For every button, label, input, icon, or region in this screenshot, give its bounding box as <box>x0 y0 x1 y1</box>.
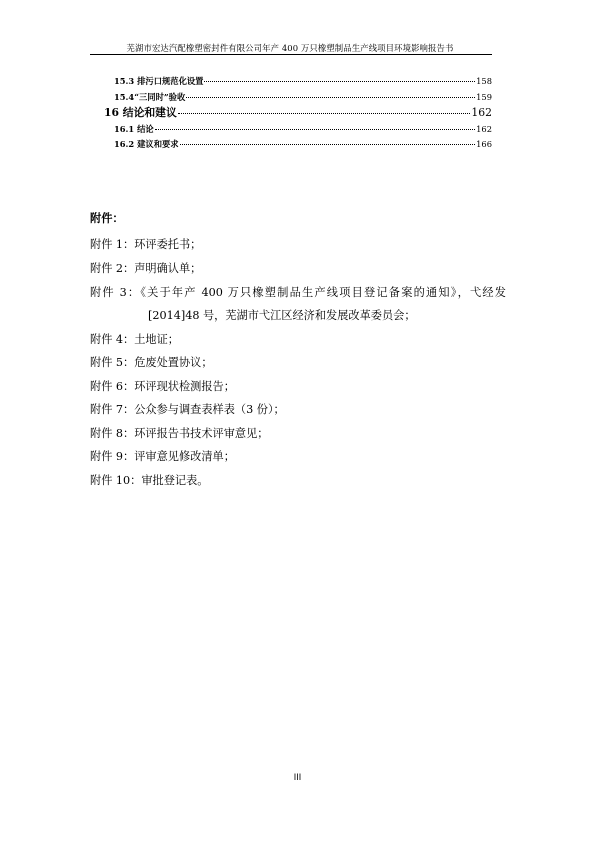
toc-leader-dots <box>155 129 475 130</box>
attachment-item-2: 附件 2：声明确认单； <box>90 262 202 275</box>
toc-entry-15-4[interactable] <box>114 91 492 103</box>
toc-entry-label: 15.3 排污口规范化设置 <box>114 76 204 86</box>
attachment-item-8: 附件 8：环评报告书技术评审意见； <box>90 427 269 440</box>
attachment-item-4: 附件 4：土地证； <box>90 333 179 346</box>
toc-entry-label: 15.4“三同时”验收 <box>114 92 186 102</box>
page-number: III <box>293 772 302 782</box>
toc-entry-page: 162 <box>471 106 492 119</box>
toc-entry-page: 159 <box>476 92 492 102</box>
toc-leader-dots <box>186 97 475 98</box>
attachment-item-3: 附件 3：《关于年产 400 万只橡塑制品生产线项目登记备案的通知》，弋经发 <box>90 286 506 299</box>
attachment-item-6: 附件 6：环评现状检测报告； <box>90 380 235 393</box>
toc-entry-page: 158 <box>476 76 492 86</box>
toc-entry-15-3[interactable] <box>114 75 492 87</box>
toc-entry-label: 16.2 建议和要求 <box>114 139 179 149</box>
toc-entry-16-2[interactable] <box>114 138 492 150</box>
attachment-item-7: 附件 7：公众参与调查表样表（3 份）； <box>90 403 285 416</box>
toc-entry-label: 16 结论和建议 <box>104 106 177 119</box>
toc-leader-dots <box>178 113 471 114</box>
toc-leader-dots <box>204 81 475 82</box>
toc-entry-page: 162 <box>476 124 492 134</box>
toc-leader-dots <box>180 144 476 145</box>
attachment-item-5: 附件 5：危废处置协议； <box>90 356 213 369</box>
header-rule <box>90 54 492 55</box>
attachments-heading: 附件： <box>90 211 124 225</box>
attachment-item-10: 附件 10：审批登记表。 <box>90 474 209 487</box>
attachment-item-3-continued: [2014]48 号，芜湖市弋江区经济和发展改革委员会； <box>148 309 416 322</box>
toc-entry-16-1[interactable] <box>114 123 492 135</box>
attachment-item-1: 附件 1：环评委托书； <box>90 238 202 251</box>
toc-entry-page: 166 <box>476 139 492 149</box>
toc-entry-label: 16.1 结论 <box>114 124 154 134</box>
toc-entry-16[interactable] <box>104 105 492 120</box>
attachment-item-9: 附件 9：评审意见修改清单； <box>90 450 235 463</box>
page-header: 芜湖市宏达汽配橡塑密封件有限公司年产 400 万只橡塑制品生产线项目环境影响报告书 <box>126 43 454 53</box>
